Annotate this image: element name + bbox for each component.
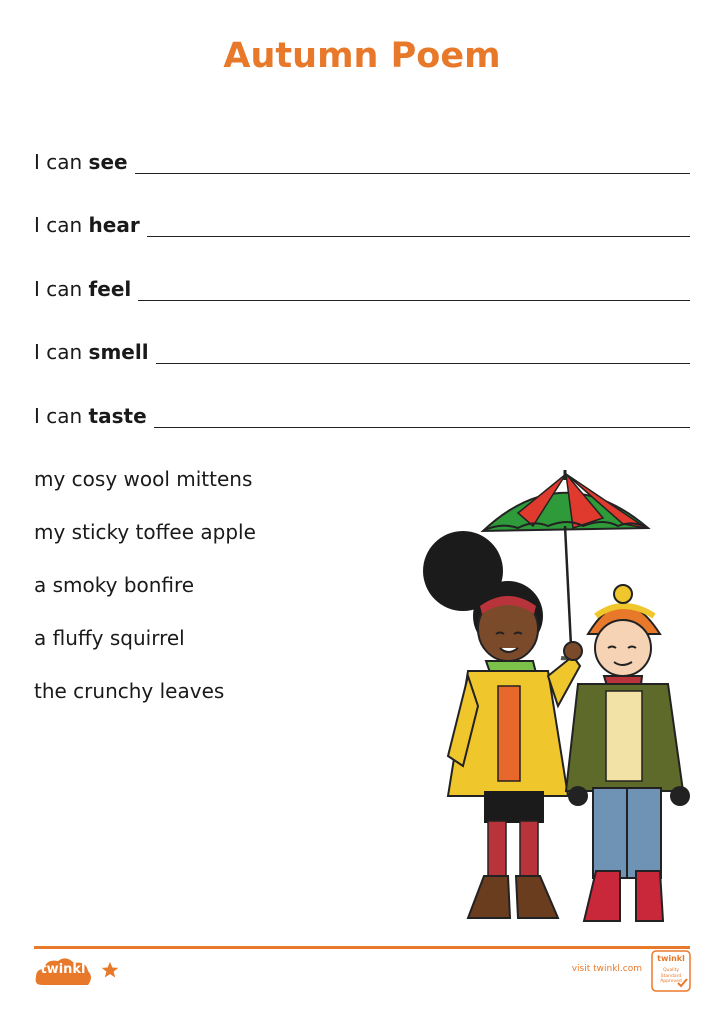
prompt-line-feel: [34, 277, 690, 301]
quality-badge: [651, 950, 691, 992]
page-title: Autumn Poem: [223, 36, 501, 76]
prompt-sense-word: smell: [88, 340, 149, 364]
prompt-line-hear: [34, 213, 690, 237]
word-bank-phrase: my sticky toffee apple: [34, 520, 256, 544]
prompt-prefix: I can: [34, 150, 89, 174]
prompt-prefix: I can: [34, 340, 89, 364]
star-icon: [101, 961, 119, 979]
prompt-line-see: [34, 150, 690, 174]
word-bank-phrase: a smoky bonfire: [34, 573, 195, 597]
prompt-prefix: I can: [34, 404, 89, 428]
writing-line[interactable]: [156, 345, 690, 364]
autumn-children-illustration: [408, 466, 698, 936]
footer-divider: [34, 946, 690, 949]
prompt-sense-word: feel: [88, 277, 132, 301]
badge-subtitle: Quality Standard Approved: [660, 968, 682, 984]
visit-link[interactable]: visit twinkl.com: [571, 964, 642, 974]
prompt-sense-word: hear: [88, 213, 140, 237]
writing-line[interactable]: [147, 218, 690, 237]
prompt-line-taste: [34, 404, 690, 428]
word-bank-phrase: a fluffy squirrel: [34, 626, 185, 650]
prompt-prefix: I can: [34, 277, 89, 301]
writing-line[interactable]: [154, 409, 690, 428]
word-bank-phrase: the crunchy leaves: [34, 679, 225, 703]
prompt-sense-word: see: [88, 150, 128, 174]
prompt-sense-word: taste: [88, 404, 147, 428]
twinkl-logo[interactable]: [34, 957, 92, 987]
prompt-prefix: I can: [34, 213, 89, 237]
badge-name: twinkl: [657, 954, 685, 963]
writing-line[interactable]: [138, 282, 690, 301]
writing-line[interactable]: [135, 155, 690, 174]
logo-text: twinkl: [40, 962, 86, 977]
word-bank-phrase: my cosy wool mittens: [34, 467, 253, 491]
prompt-line-smell: [34, 340, 690, 364]
